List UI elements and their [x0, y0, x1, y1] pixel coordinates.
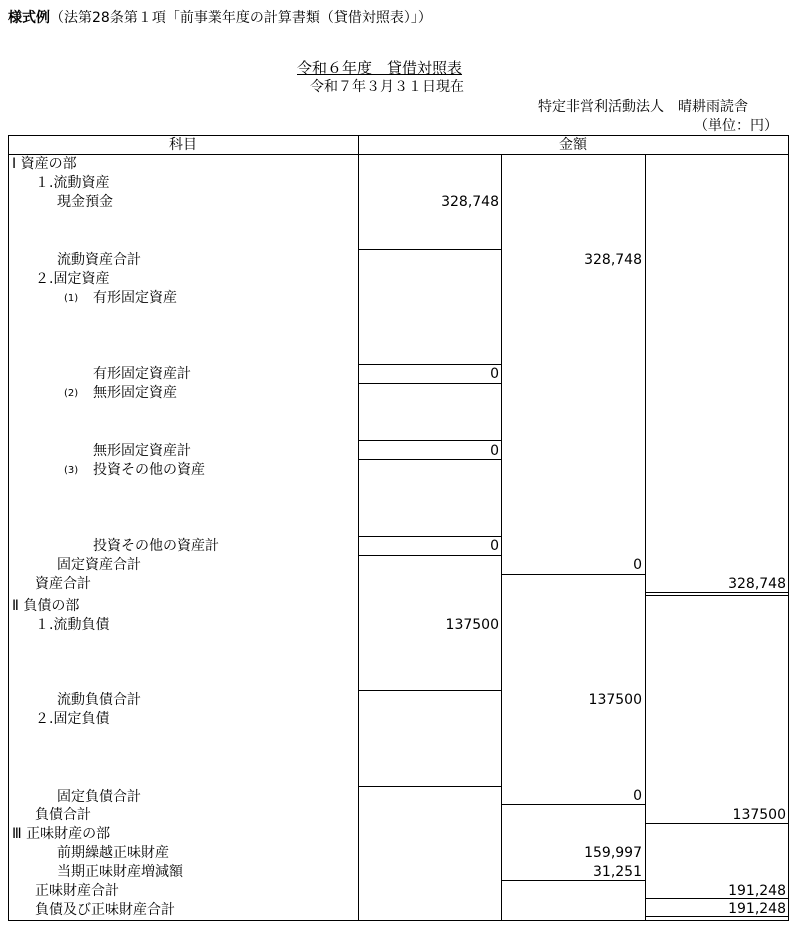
document-date: 令和７年３月３１日現在	[310, 79, 464, 95]
table-border-right	[788, 135, 789, 921]
document-title: 令和６年度 貸借対照表	[297, 59, 463, 77]
subtotal-line	[501, 804, 645, 805]
net-assets-change-value: 31,251	[593, 864, 642, 880]
cash-label: 現金預金	[57, 194, 113, 210]
prior-net-assets-value: 159,997	[584, 845, 642, 861]
form-example-note: （法第28条第１項「前事業年度の計算書類（貸借対照表）」）	[50, 10, 432, 26]
table-border-left	[8, 135, 9, 921]
tangible-total-value: 0	[490, 366, 499, 382]
prior-net-assets-label: 前期繰越正味財産	[57, 845, 169, 861]
investment-total-label: 投資その他の資産計	[93, 538, 219, 554]
unit-label: （単位：円）	[694, 118, 778, 134]
column-divider	[501, 154, 502, 921]
subtotal-line	[501, 574, 645, 575]
subtotal-line	[501, 880, 645, 881]
column-header-amount: 金額	[559, 137, 587, 153]
liab-net-total-label: 負債及び正味財産合計	[35, 902, 175, 918]
cash-value: 328,748	[441, 194, 499, 210]
current-assets-total-value: 328,748	[584, 252, 642, 268]
subtotal-line	[358, 383, 501, 384]
table-header-bottom	[8, 154, 789, 155]
form-example-heading	[8, 10, 432, 26]
investment-total-value: 0	[490, 538, 499, 554]
fixed-assets-total-value: 0	[633, 557, 642, 573]
subtotal-line	[358, 459, 501, 460]
tangible-total-label: 有形固定資産計	[93, 366, 191, 382]
current-liabilities-total-value: 137500	[588, 692, 642, 708]
fixed-assets-total-label: 固定資産合計	[57, 557, 141, 573]
subtotal-line	[358, 536, 501, 537]
section-assets: Ⅰ 資産の部	[12, 156, 77, 172]
fixed-liabilities-heading: ２.固定負債	[35, 711, 110, 727]
subtotal-line	[358, 249, 501, 250]
subtotal-line	[358, 364, 501, 365]
total-double-line	[645, 595, 788, 596]
intangible-assets-label: 無形固定資産	[93, 385, 177, 401]
intangible-total-value: 0	[490, 443, 499, 459]
current-assets-heading: １.流動資産	[35, 175, 110, 191]
liabilities-total-label: 負債合計	[35, 807, 91, 823]
tangible-assets-label: 有形固定資産	[93, 290, 177, 306]
total-line	[645, 823, 788, 824]
current-assets-total-label: 流動資産合計	[57, 252, 141, 268]
subtotal-line	[358, 440, 501, 441]
net-assets-total-label: 正味財産合計	[35, 883, 119, 899]
column-divider	[645, 154, 646, 921]
net-assets-change-label: 当期正味財産増減額	[57, 864, 183, 880]
subtotal-line	[358, 555, 501, 556]
liabilities-total-value: 137500	[732, 807, 786, 823]
table-border-bottom	[8, 920, 789, 921]
organization-name: 特定非営利活動法人 晴耕雨読舎	[538, 99, 748, 115]
item-number: (1)	[64, 293, 79, 304]
form-example-label: 様式例	[8, 10, 50, 26]
total-double-line	[645, 592, 788, 593]
liab-net-total-value: 191,248	[728, 901, 786, 917]
current-liabilities-heading: １.流動負債	[35, 617, 110, 633]
fixed-liabilities-total-value: 0	[633, 788, 642, 804]
investment-assets-label: 投資その他の資産	[93, 462, 205, 478]
item-number: (2)	[64, 388, 79, 399]
current-liabilities-total-label: 流動負債合計	[57, 692, 141, 708]
net-assets-total-value: 191,248	[728, 883, 786, 899]
assets-total-value: 328,748	[728, 576, 786, 592]
subtotal-line	[358, 786, 501, 787]
column-header-subject: 科目	[169, 137, 197, 153]
intangible-total-label: 無形固定資産計	[93, 443, 191, 459]
fixed-liabilities-total-label: 固定負債合計	[57, 789, 141, 805]
section-liabilities: Ⅱ 負債の部	[12, 598, 80, 614]
subtotal-line	[358, 690, 501, 691]
item-number: (3)	[64, 465, 79, 476]
assets-total-label: 資産合計	[35, 576, 91, 592]
section-net-assets: Ⅲ 正味財産の部	[12, 826, 111, 842]
current-liabilities-value: 137500	[445, 617, 499, 633]
fixed-assets-heading: ２.固定資産	[35, 271, 110, 287]
column-divider	[358, 135, 359, 921]
